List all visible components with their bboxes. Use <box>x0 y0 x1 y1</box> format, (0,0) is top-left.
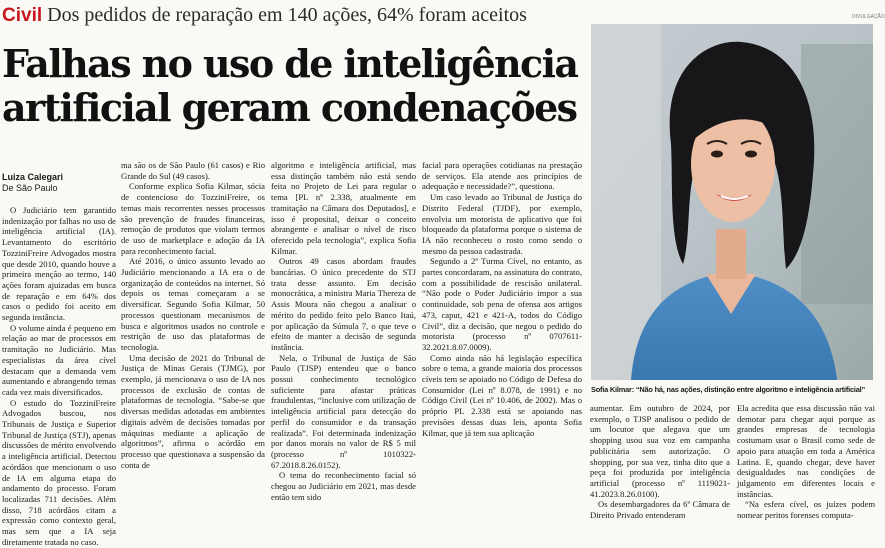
article-paragraph: O estudo do TozziniFreire Advogados buscou, nos Tribunais de Justiça e Superior Tribunal de Justiça (STJ), apenas discussões de mérito envolvendo a inteligência artificial. Detectou acórdãos que mencionam o uso de IA em alguma etapa do andamento do processo. Foram localizadas 711 decisões. Além disso, 718 acórdãos citam a expressão como contexto geral, mas sem que a IA seja diretamente tratada no caso. <box>2 397 117 547</box>
article-column-6 <box>737 403 875 536</box>
portrait-photo <box>591 24 873 380</box>
article-column-2 <box>121 160 265 536</box>
article-paragraph: Conforme explica Sofia Kilmar, sócia de contencioso do TozziniFreire, os temas mais recorrentes nesses processos são prevenção de fraudes financeiras, remoção de produtos que violam termos de uso de marketplace e adoção da IA para reconhecimento facial. <box>121 181 265 256</box>
byline-author: Luiza Calegari <box>2 172 64 182</box>
photo-caption <box>591 385 875 394</box>
section-kicker <box>2 4 527 27</box>
caption-name: Sofia Kilmar: <box>591 385 634 394</box>
article-paragraph: aumentar. Em outubro de 2024, por exemplo, o TJSP analisou o pedido de um locutor que alegava que um shopping usou sua voz em campanha publicitária sem autorização. O shopping, por sua vez, tinha dito que a peça foi produzida por inteligência artificial (processo nº 1119021-41.2023.8.26.0100). <box>590 403 730 499</box>
byline <box>2 172 63 194</box>
photo-credit: DIVULGAÇÃO <box>852 14 885 20</box>
caption-quote: “Não há, nas ações, distinção entre algoritmo e inteligência artificial” <box>635 385 866 394</box>
article-paragraph: Outros 49 casos abordam fraudes bancárias. O único precedente do STJ trata desse assunto. Em decisão monocrática, a ministra Maria Thereza de Assis Moura não chegou a analisar o mérito do pedido feito pelo Banco Itaú, por aplicação da Súmula 7, o que teve o efeito de manter a decisão de segunda instância. <box>271 256 416 352</box>
article-paragraph: Nela, o Tribunal de Justiça de São Paulo (TJSP) entendeu que o banco possui conhecimento tecnológico suficiente para afastar práticas fraudulentas, “inclusive com utilização de inteligência artificial para detecção do perfil do consumidor e da transação realizada”. Foi determinada indenização por danos morais no valor de R$ 5 mil (processo nº 1010322-67.2018.8.26.0152). <box>271 352 416 470</box>
article-paragraph: Segundo a 2ª Turma Cível, no entanto, as partes concordaram, na assinatura do contrato, com a possibilidade de rescisão unilateral. “Não pode o Poder Judiciário impor a sua continuidade, sob pena de ofensa aos artigos 473, caput, 421 e 421-A, todos do Código Civil”, diz a decisão, que negou o pedido do motorista (processo nº 0707611-32.2021.8.07.0009). <box>422 256 582 352</box>
article-paragraph: O volume ainda é pequeno em relação ao mar de processos em tramitação no Judiciário. Mas especialistas da área cível destacam que a demanda vem aumentando e abrangendo temas cada vez mais diversificados. <box>2 322 116 397</box>
portrait-illustration <box>591 24 873 380</box>
article-column-4 <box>422 160 582 536</box>
article-paragraph: Até 2016, o único assunto levado ao Judiciário mencionando a IA era o de organização de conteúdos na internet. Só depois os temas começaram a se diversificar. Segundo Sofia Kilmar, 50 processos questionam mecanismos de busca e algoritmos usados no controle e restrição de uso das plataformas de tecnologia. <box>121 256 265 352</box>
article-paragraph: O Judiciário tem garantido indenização por falhas no uso de inteligência artificial (IA). Levantamento do escritório TozziniFreire Advogados mostra que desde 2010, quando houve a primeira menção ao termo, 140 ações foram ajuizadas em busca de reparação e em 64% dos casos o pedido foi aceito em segunda instância. <box>2 205 116 323</box>
article-paragraph: Ela acredita que essa discussão não vai demorar para chegar aqui porque as grandes empresas de tecnologia costumam usar o Brasil como sede de apoio para atuação em toda a América Latina. E, quando chegar, deve haver desigualdades nas condições de julgamento em diferentes locais e instâncias. <box>737 403 875 499</box>
section-tag: Civil <box>2 5 43 26</box>
article-paragraph: Os desembargadores da 6ª Câmara de Direito Privado entenderam <box>590 499 730 521</box>
article-paragraph: Como ainda não há legislação específica sobre o tema, a grande maioria dos processos cíveis tem se apoiado no Código de Defesa do Consumidor (Lei nº 8.078, de 1991) e no Código Civil (Lei nº 10.406, de 2002). Mas o próprio PL 2.338 está se apoiando nas previsões dessas duas leis, aponta Sofia Kilmar, que já tem sua aplicação <box>422 352 582 438</box>
article-column-3 <box>271 160 416 536</box>
article-paragraph: Uma decisão de 2021 do Tribunal de Justiça de Minas Gerais (TJMG), por exemplo, já mencionava o uso de IA nos processos de exclusão de contas de plataformas de tecnologia. “Sabe-se que diversas medidas adotadas em ambientes digitais advém de decisões tomadas por máquinas mediante a aplicação de algoritmos”, afirma o acórdão em processo que questionava a suspensão da conta de <box>121 352 265 470</box>
article-paragraph: Um caso levado ao Tribunal de Justiça do Distrito Federal (TJDF), por exemplo, envolvia um motorista de aplicativo que foi bloqueado da plataforma porque o sistema de IA não reconheceu o rosto como sendo o mesmo da pessoa cadastrada. <box>422 192 582 256</box>
article-column-1 <box>2 205 117 547</box>
section-subhead: Dos pedidos de reparação em 140 ações, 64% foram aceitos <box>47 4 527 26</box>
article-paragraph: ma são os de São Paulo (61 casos) e Rio Grande do Sul (49 casos). <box>121 160 265 181</box>
article-paragraph: O tema do reconhecimento facial só chegou ao Judiciário em 2021, mas desde então tem sido <box>271 470 416 502</box>
article-column-5 <box>590 403 730 536</box>
headline: Falhas no uso de inteligência artificial geram condenações <box>2 41 578 130</box>
byline-location: De São Paulo <box>2 183 58 193</box>
article-paragraph: algoritmo e inteligência artificial, mas essa distinção também não está sendo feita no Projeto de Lei para regular o tema [PL nº 2.338, atualmente em tramitação na Câmara dos Deputados], e isso é proposital, deixar o conceito abrangente e analisar o nível de risco oferecido pela tecnologia”, explica Sofia Kilmar. <box>271 160 416 256</box>
article-paragraph: “Na esfera cível, os juízes podem nomear peritos forenses computa- <box>737 499 875 521</box>
article-paragraph: facial para operações cotidianas na prestação de serviços. Ela atende aos princípios de adequação e necessidade?”, questiona. <box>422 160 582 192</box>
